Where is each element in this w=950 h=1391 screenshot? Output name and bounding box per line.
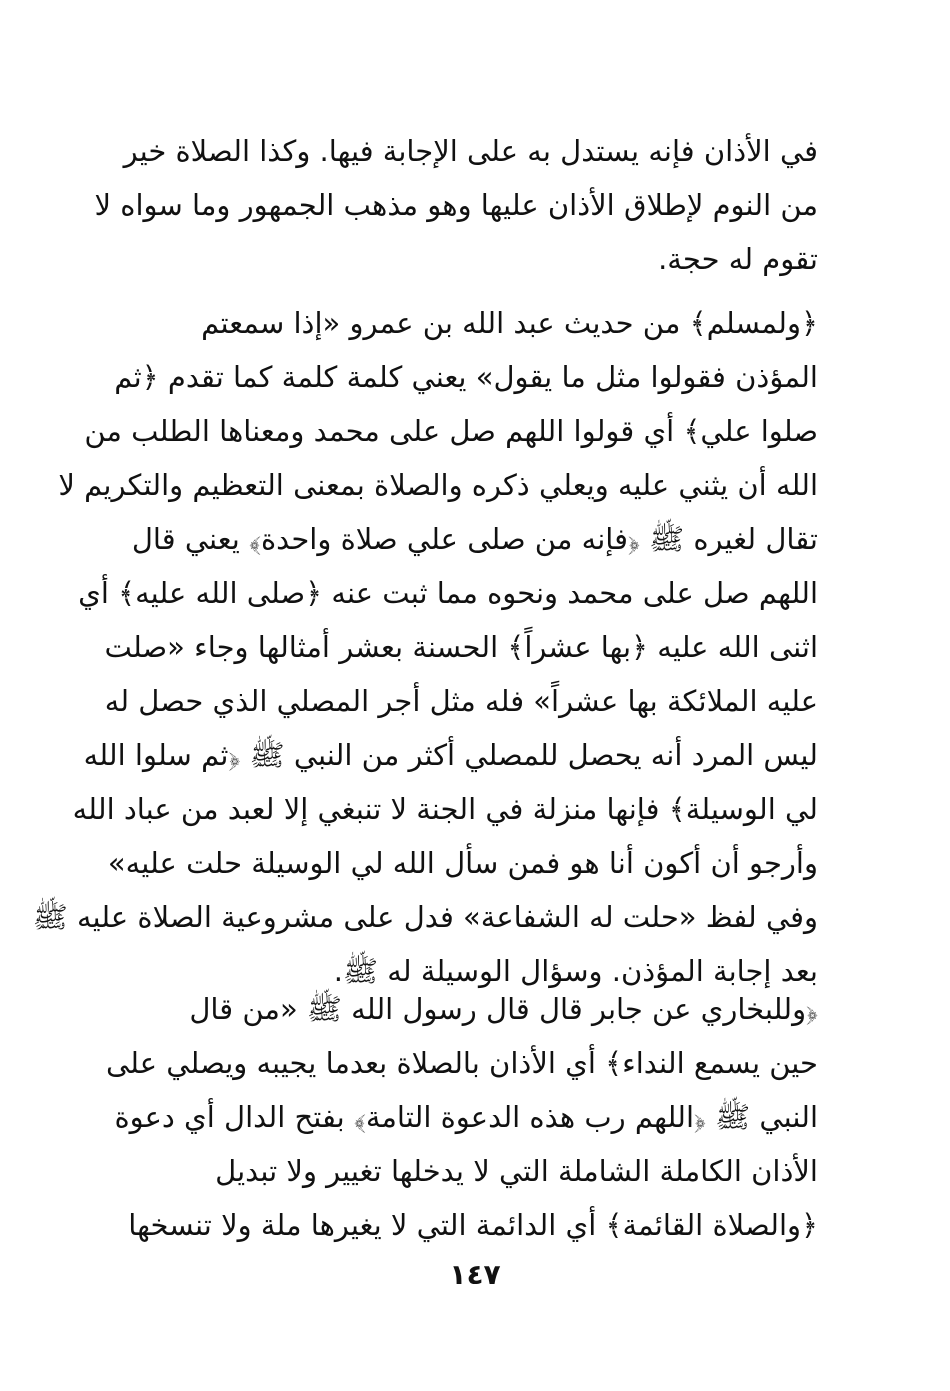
text-line: ﴿ولمسلم﴾ من حديث عبد الله بن عمرو «إذا سمعتم bbox=[201, 306, 818, 340]
text-line: ﴿وللبخاري عن جابر قال قال رسول الله ﷺ «من قال bbox=[189, 992, 818, 1026]
text-line: الله أن يثني عليه ويعلي ذكره والصلاة بمعنى التعظيم والتكريم لا bbox=[58, 468, 818, 502]
text-line: عليه الملائكة بها عشراً» فله مثل أجر المصلي الذي حصل له bbox=[104, 684, 818, 718]
text-line: المؤذن فقولوا مثل ما يقول» يعني كلمة كلمة كما تقدم ﴿ثم bbox=[114, 360, 818, 394]
text-line: ﴿والصلاة القائمة﴾ أي الدائمة التي لا يغيرها ملة ولا تنسخها bbox=[128, 1208, 818, 1242]
paragraph-2 bbox=[32, 296, 818, 998]
text-line: تقوم له حجة. bbox=[658, 242, 818, 276]
text-line: حين يسمع النداء﴾ أي الأذان بالصلاة بعدما يجيبه ويصلي على bbox=[106, 1046, 818, 1080]
text-line: تقال لغيره ﷺ ﴿فإنه من صلى علي صلاة واحدة﴾ يعني قال bbox=[131, 522, 818, 556]
text-line: وفي لفظ «حلت له الشفاعة» فدل على مشروعية الصلاة عليه ﷺ bbox=[32, 900, 818, 934]
text-line: النبي ﷺ ﴿اللهم رب هذه الدعوة التامة﴾ بفتح الدال أي دعوة bbox=[114, 1100, 818, 1134]
text-line: وأرجو أن أكون أنا هو فمن سأل الله لي الوسيلة حلت عليه» bbox=[107, 846, 818, 880]
text-line: من النوم لإطلاق الأذان عليها وهو مذهب الجمهور وما سواه لا bbox=[94, 188, 818, 222]
text-line: ليس المرد أنه يحصل للمصلي أكثر من النبي ﷺ ﴿ثم سلوا الله bbox=[83, 738, 818, 772]
text-line: صلوا علي﴾ أي قولوا اللهم صل على محمد ومعناها الطلب من bbox=[84, 414, 818, 448]
text-line: اللهم صل على محمد ونحوه مما ثبت عنه ﴿صلى الله عليه﴾ أي bbox=[78, 576, 818, 610]
text-line: بعد إجابة المؤذن. وسؤال الوسيلة له ﷺ. bbox=[333, 954, 818, 988]
page-number: ١٤٧ bbox=[449, 1258, 501, 1291]
text-line: الأذان الكاملة الشاملة التي لا يدخلها تغيير ولا تبديل bbox=[215, 1154, 818, 1188]
text-line: اثنى الله عليه ﴿بها عشراً﴾ الحسنة بعشر أمثالها وجاء «صلت bbox=[104, 630, 818, 664]
text-line: في الأذان فإنه يستدل به على الإجابة فيها. وكذا الصلاة خير bbox=[123, 134, 818, 168]
paragraph-1 bbox=[94, 124, 818, 286]
paragraph-3 bbox=[106, 982, 818, 1252]
text-line: لي الوسيلة﴾ فإنها منزلة في الجنة لا تنبغي إلا لعبد من عباد الله bbox=[72, 792, 818, 826]
